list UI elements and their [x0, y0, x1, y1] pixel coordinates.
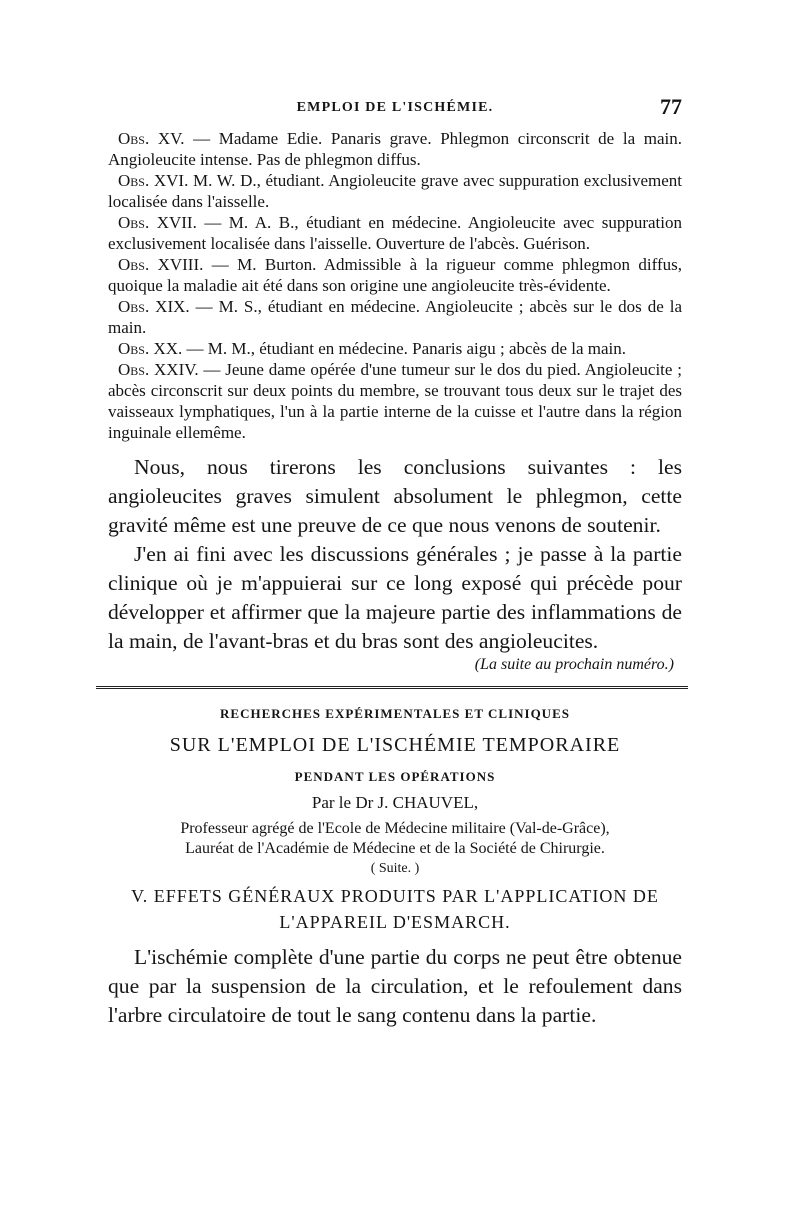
observation-item	[108, 338, 682, 359]
journal-page	[108, 96, 682, 1030]
observation-text: — M. A. B., étudiant en médecine. Angioleucite avec suppuration exclusivement localisée dans l'aisselle. Ouverture de l'abcès. Guérison.	[108, 213, 682, 253]
running-title: EMPLOI DE L'ISCHÉMIE.	[296, 100, 494, 115]
observation-label: Obs. XVII.	[118, 213, 197, 232]
observation-text: — M. S., étudiant en médecine. Angioleucite ; abcès sur le dos de la main.	[108, 297, 682, 337]
section-divider	[96, 686, 688, 692]
observation-label: Obs. XV.	[118, 129, 185, 148]
observation-item	[108, 296, 682, 338]
conclusion-text	[108, 453, 682, 656]
affiliation-line: Professeur agrégé de l'Ecole de Médecine militaire (Val-de-Grâce),	[180, 820, 610, 837]
observation-label: Obs. XXIV.	[118, 360, 199, 379]
continued-note: (La suite au prochain numéro.)	[474, 656, 674, 673]
observation-list	[108, 128, 682, 443]
running-header	[108, 96, 682, 128]
affiliation-line: Lauréat de l'Académie de Médecine et de la Société de Chirurgie.	[185, 840, 605, 857]
observation-text: — M. M., étudiant en médecine. Panaris aigu ; abcès de la main.	[182, 339, 627, 358]
article-byline: Par le Dr J. CHAUVEL,	[311, 793, 479, 812]
observation-item	[108, 212, 682, 254]
observation-label: Obs. XIX.	[118, 297, 190, 316]
article-header	[108, 706, 682, 877]
observation-label: Obs. XVI.	[118, 171, 189, 190]
page-number: 77	[660, 94, 682, 119]
observation-text: — Madame Edie. Panaris grave. Phlegmon circonscrit de la main. Angioleucite intense. Pas de phlegmon diffus.	[108, 129, 683, 169]
closing-text	[108, 943, 682, 1030]
observation-text: M. W. D., étudiant. Angioleucite grave avec suppuration exclusivement localisée dans l'aisselle.	[108, 171, 683, 211]
observation-text: — Jeune dame opérée d'une tumeur sur le dos du pied. Angioleucite ; abcès circonscrit sur deux points du membre, se trouvant tous deux sur le trajet des vaisseaux lymphatiques, l'un à la partie interne de la cuisse et l'autre dans la région inguinale ellemême.	[108, 360, 682, 442]
article-subtitle: PENDANT LES OPÉRATIONS	[294, 769, 496, 784]
author-affiliation	[108, 819, 682, 859]
closing-paragraph: L'ischémie complète d'une partie du corps ne peut être obtenue que par la suspension de la circulation, et le refoulement dans l'arbre circulatoire de tout le sang contenu dans la partie.	[108, 945, 682, 1027]
article-title: SUR L'EMPLOI DE L'ISCHÉMIE TEMPORAIRE	[169, 734, 621, 756]
suite-note: ( Suite. )	[370, 861, 420, 876]
observation-label: Obs. XVIII.	[118, 255, 204, 274]
observation-item	[108, 128, 682, 170]
observation-item	[108, 359, 682, 443]
clinical-paragraph: J'en ai fini avec les discussions générales ; je passe à la partie clinique où je m'appuierai sur ce long exposé qui précède pour développer et affirmer que la majeure partie des inflammations de la main, de l'avant-bras et du bras sont des angioleucites.	[108, 542, 682, 653]
observation-label: Obs. XX.	[118, 339, 183, 358]
observation-item	[108, 170, 682, 212]
conclusion-paragraph: Nous, nous tirerons les conclusions suivantes : les angioleucites graves simulent absolument le phlegmon, cette gravité même est une preuve de ce que nous venons de soutenir.	[108, 455, 682, 537]
observation-item	[108, 254, 682, 296]
section-title: V. EFFETS GÉNÉRAUX PRODUITS PAR L'APPLICATION DE L'APPAREIL D'ESMARCH.	[131, 886, 659, 932]
observation-text: — M. Burton. Admissible à la rigueur comme phlegmon diffus, quoique la maladie ait été dans son origine une angioleucite très-évidente.	[108, 255, 682, 295]
article-kicker: RECHERCHES EXPÉRIMENTALES ET CLINIQUES	[220, 706, 570, 721]
